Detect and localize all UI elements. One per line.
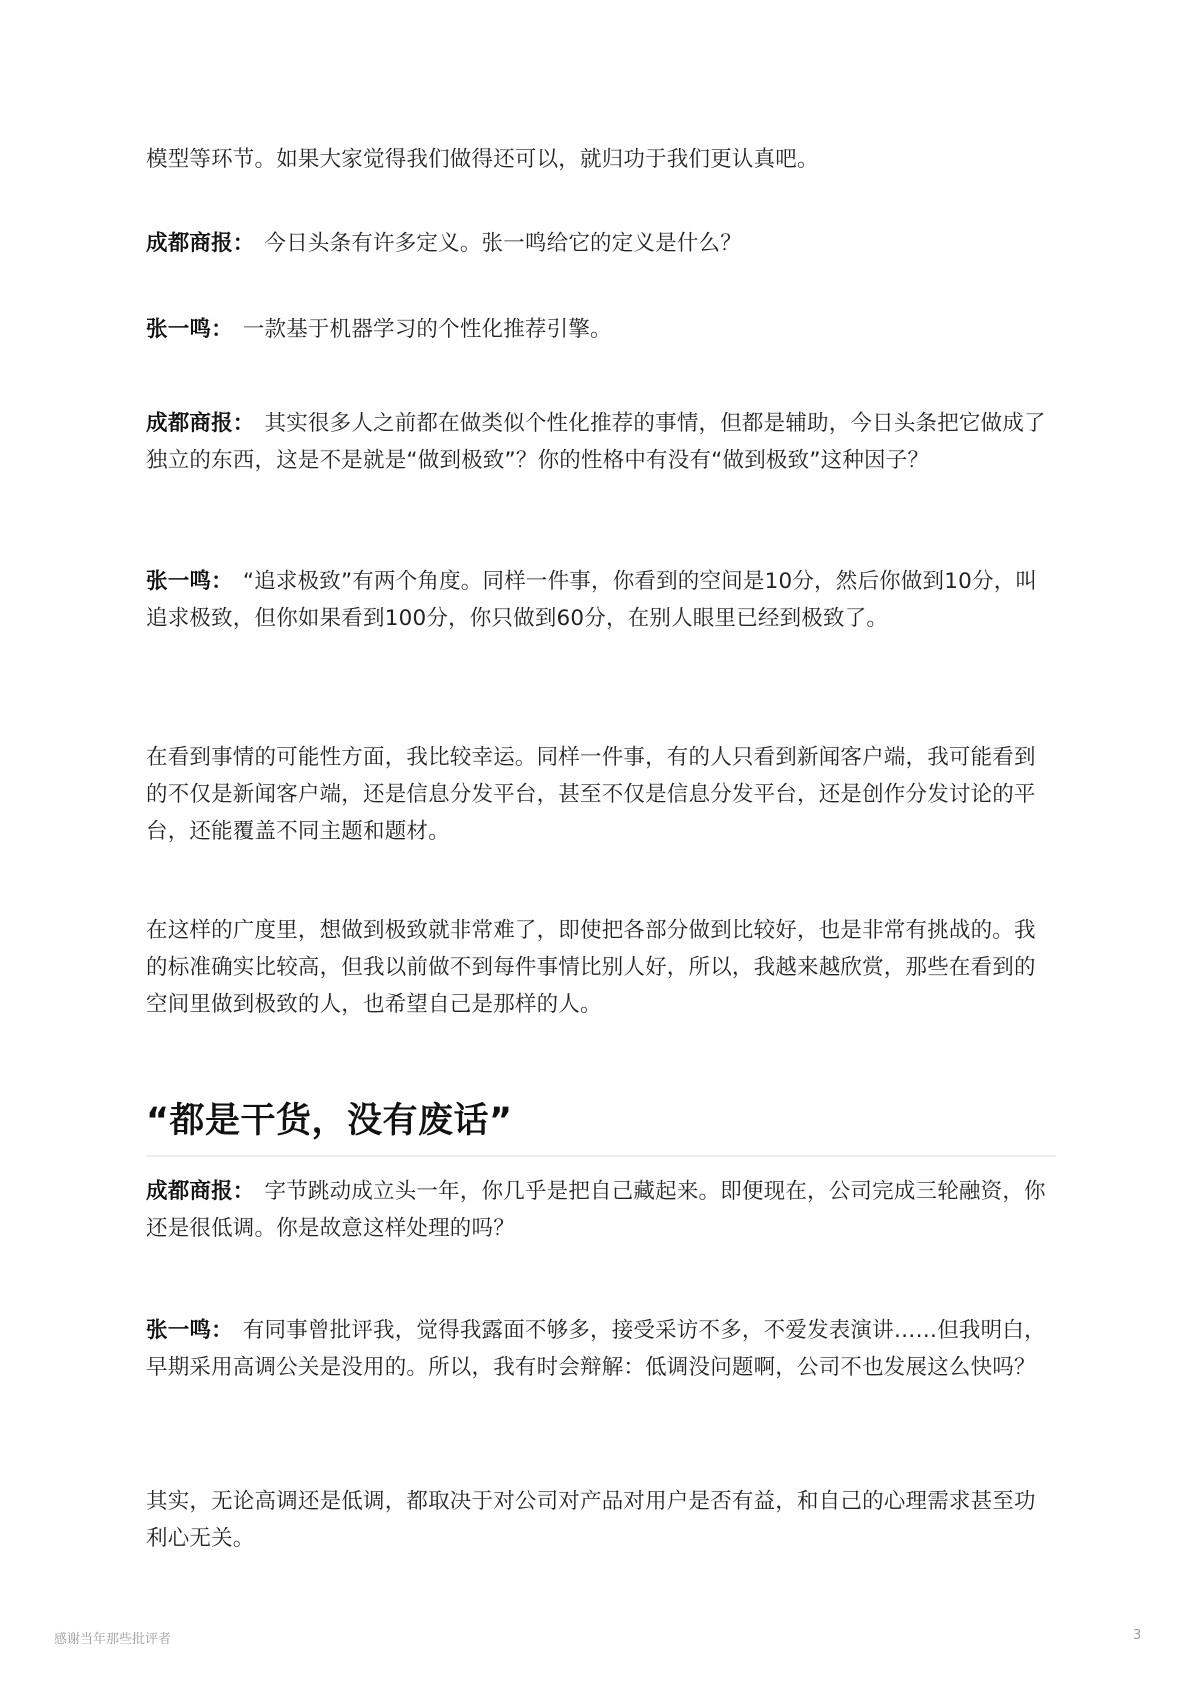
paragraph [146, 1483, 1056, 1557]
paragraph [146, 739, 1056, 850]
speaker-label: 张一鸣： [146, 1318, 233, 1343]
paragraph-text: “追求极致”有两个角度。同样一件事，你看到的空间是10分，然后你做到10分，叫追求极致，但你如果看到100分，你只做到60分，在别人眼里已经到极致了。 [146, 569, 1038, 631]
paragraph-text: 在看到事情的可能性方面，我比较幸运。同样一件事，有的人只看到新闻客户端，我可能看到的不仅是新闻客户端，还是信息分发平台，甚至不仅是信息分发平台，还是创作分发讨论的平台，还能覆盖不同主题和题材。 [146, 745, 1036, 844]
paragraph-text: 模型等环节。如果大家觉得我们做得还可以，就归功于我们更认真吧。 [146, 147, 819, 172]
interview-answer [146, 311, 1056, 348]
paragraph-text: 其实很多人之前都在做类似个性化推荐的事情，但都是辅助，今日头条把它做成了独立的东西，这是不是就是“做到极致”？你的性格中有没有“做到极致”这种因子？ [146, 411, 1046, 473]
heading-divider [146, 1155, 1056, 1157]
running-title: 感谢当年那些批评者 [54, 1632, 172, 1647]
interview-answer [146, 1312, 1056, 1386]
paragraph-text: 其实，无论高调还是低调，都取决于对公司对产品对用户是否有益，和自己的心理需求甚至功利心无关。 [146, 1489, 1036, 1551]
paragraph [146, 912, 1056, 1023]
interview-answer [146, 563, 1056, 637]
speaker-label: 张一鸣： [146, 317, 233, 342]
speaker-label: 成都商报： [146, 1179, 255, 1204]
paragraph-text: 一款基于机器学习的个性化推荐引擎。 [242, 317, 612, 342]
speaker-label: 成都商报： [146, 411, 255, 436]
interview-question [146, 1173, 1056, 1247]
section-heading: “都是干货，没有废话” [146, 1101, 513, 1141]
speaker-label: 成都商报： [146, 231, 255, 256]
interview-question [146, 225, 1056, 262]
paragraph-text: 有同事曾批评我，觉得我露面不够多，接受采访不多，不爱发表演讲……但我明白，早期采用高调公关是没用的。所以，我有时会辩解：低调没问题啊，公司不也发展这么快吗？ [146, 1318, 1046, 1380]
interview-question [146, 405, 1056, 479]
speaker-label: 张一鸣： [146, 569, 233, 594]
paragraph-text: 字节跳动成立头一年，你几乎是把自己藏起来。即便现在，公司完成三轮融资，你还是很低调。你是故意这样处理的吗？ [146, 1179, 1046, 1241]
paragraph [146, 141, 1056, 178]
paragraph-text: 在这样的广度里，想做到极致就非常难了，即使把各部分做到比较好，也是非常有挑战的。我的标准确实比较高，但我以前做不到每件事情比别人好，所以，我越来越欣赏，那些在看到的空间里做到极致的人，也希望自己是那样的人。 [146, 918, 1036, 1017]
paragraph-text: 今日头条有许多定义。张一鸣给它的定义是什么？ [264, 231, 742, 256]
page-number: 3 [1133, 1628, 1142, 1643]
